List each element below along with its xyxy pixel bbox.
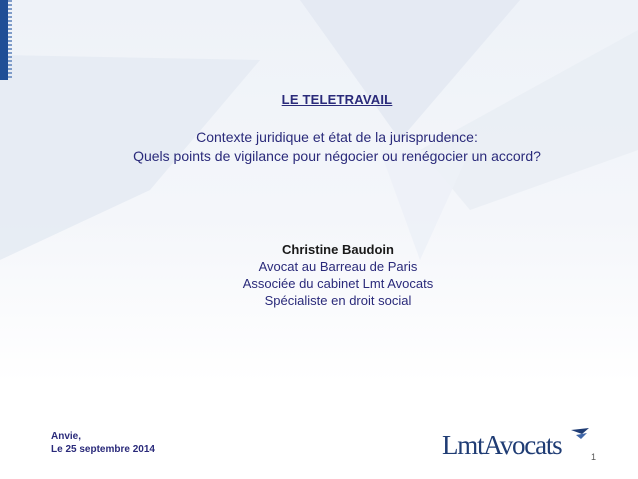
author-title: Avocat au Barreau de Paris <box>258 259 418 274</box>
slide-title: LE TELETRAVAIL <box>281 92 393 107</box>
logo-text: LmtAvocats <box>442 430 562 460</box>
footer-date: Le 25 septembre 2014 <box>51 444 155 455</box>
lmt-avocats-logo <box>442 428 590 462</box>
subtitle-line-2: Quels points de vigilance pour négocier ou renégocier un accord? <box>133 148 541 164</box>
author-firm: Associée du cabinet Lmt Avocats <box>242 276 434 291</box>
left-accent-bar <box>0 0 8 80</box>
footer-event: Anvie, <box>51 431 82 442</box>
author-specialty: Spécialiste en droit social <box>264 293 412 308</box>
footer-event-info <box>51 430 155 456</box>
author-name: Christine Baudoin <box>282 242 394 257</box>
subtitle-line-1: Contexte juridique et état de la jurisprudence: <box>196 129 478 145</box>
page-number: 1 <box>591 452 597 462</box>
left-accent-dots <box>8 0 12 80</box>
logo-mark-icon <box>570 428 590 444</box>
